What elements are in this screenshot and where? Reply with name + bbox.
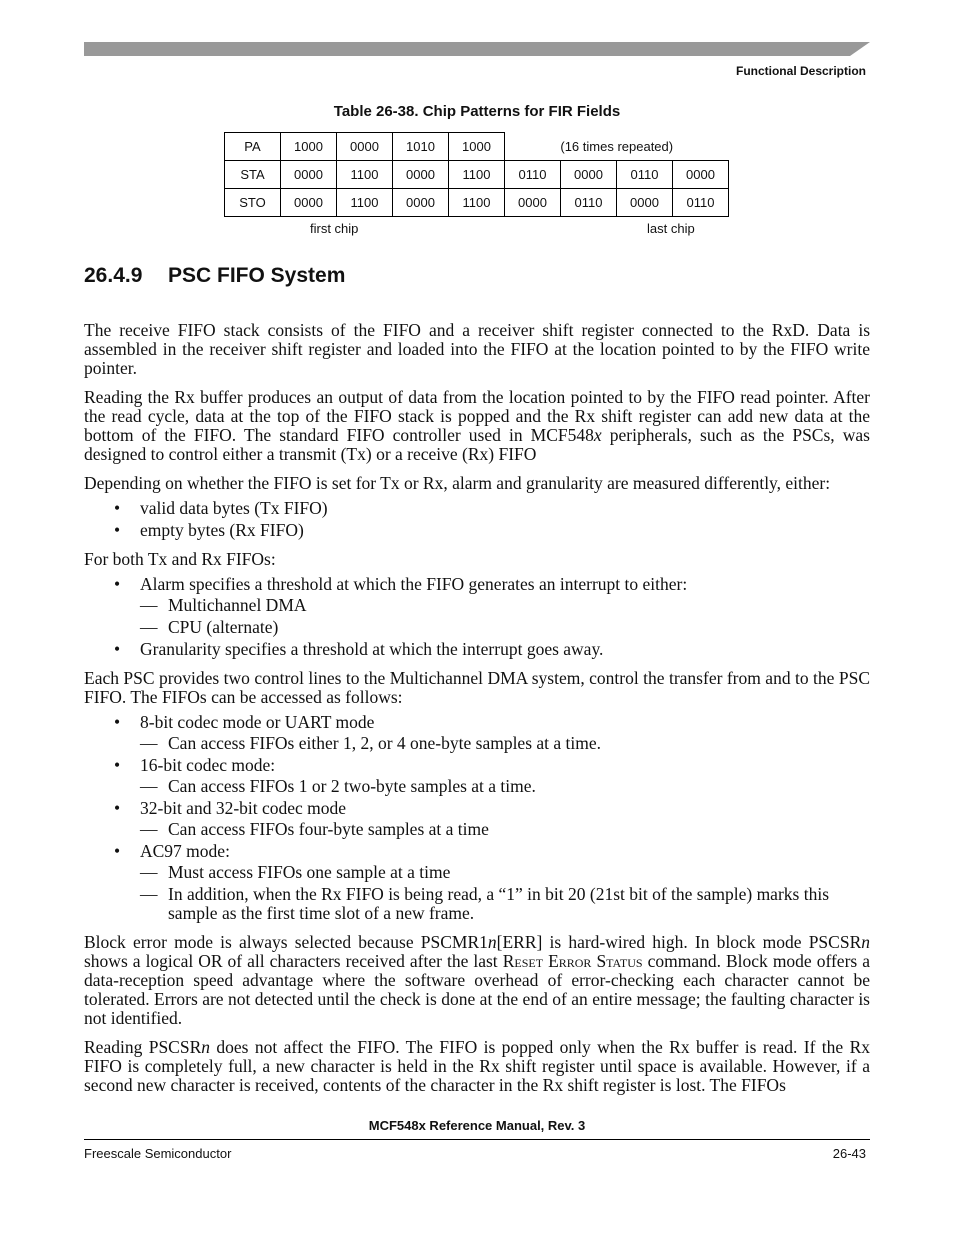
footer-company: Freescale Semiconductor [84, 1146, 232, 1161]
list-item [84, 842, 870, 923]
text-run: Reading the Rx buffer produces an output of data from the location pointed to by the FIFO read pointer. After the read cycle, data at the top of the FIFO stack is popped and the Rx shift register can add new data at the bottom of the FIFO. The standard FIFO controller used in MCF548 [84, 387, 870, 445]
list-item: • valid data bytes (Tx FIFO) [84, 499, 870, 518]
last-chip-label: last chip [647, 221, 695, 236]
footer-manual-title: MCF548x Reference Manual, Rev. 3 [368, 1118, 586, 1133]
list-item-text: 8-bit codec mode or UART mode [140, 712, 375, 732]
paragraph: For both Tx and Rx FIFOs: [84, 549, 276, 569]
table-cell: 1100 [337, 161, 393, 189]
footer-page-number: 26-43 [832, 1146, 866, 1161]
row-label: STO [225, 189, 281, 217]
table-cell: 1010 [393, 133, 449, 161]
fir-chip-pattern-table [224, 132, 729, 217]
paragraph [84, 1038, 870, 1095]
list-item [84, 575, 870, 637]
list-item-text: AC97 mode: [140, 841, 230, 861]
list-item: • empty bytes (Rx FIFO) [84, 521, 870, 540]
sub-item: — CPU (alternate) [140, 618, 870, 637]
section-title: PSC FIFO System [168, 264, 346, 287]
command-name: Reset Error Status [502, 951, 643, 971]
italic-run: n [487, 932, 497, 952]
italic-run: n [861, 932, 870, 952]
table-cell: 0000 [673, 161, 729, 189]
paragraph [84, 933, 870, 1028]
table-cell: 0000 [561, 161, 617, 189]
sub-list [140, 863, 870, 923]
body-text [84, 321, 870, 1105]
table-cell: 1100 [449, 189, 505, 217]
section-number: 26.4.9 [84, 264, 143, 287]
repeat-note: (16 times repeated) [560, 138, 674, 154]
sub-list [140, 734, 870, 753]
paragraph: Depending on whether the FIFO is set for Tx or Rx, alarm and granularity are measured differently, either: [84, 473, 831, 493]
table-cell: 0000 [505, 189, 561, 217]
text-run: does not affect the FIFO. The FIFO is popped only when the Rx buffer is read. If the Rx FIFO is completely full, a new character is held in the Rx shift register until space is available. However, if a second new character is received, contents of the character in the Rx shift register is lost. The FIFOs [84, 1037, 870, 1095]
italic-run: n [201, 1037, 211, 1057]
text-run: Block error mode is always selected because PSCMR1 [84, 932, 488, 952]
sub-item: — In addition, when the Rx FIFO is being read, a “1” in bit 20 (21st bit of the sample) marks this sample as the first time slot of a new frame. [140, 885, 870, 923]
bullet-list [84, 713, 870, 923]
sub-list [140, 596, 870, 637]
paragraph: Each PSC provides two control lines to the Multichannel DMA system, control the transfer from and to the PSC FIFO. The FIFOs can be accessed as follows: [84, 668, 870, 707]
footer-divider [84, 1139, 870, 1140]
paragraph [84, 388, 870, 464]
table-cell: 1000 [449, 133, 505, 161]
table-row-pa [225, 133, 729, 161]
sub-item: — Can access FIFOs 1 or 2 two-byte samples at a time. [140, 777, 870, 796]
table-cell: 0000 [281, 189, 337, 217]
sub-item: — Can access FIFOs either 1, 2, or 4 one-byte samples at a time. [140, 734, 870, 753]
row-label: STA [225, 161, 281, 189]
text-run: peripherals, such as the PSCs, was designed to control either a transmit (Tx) or a receive (Rx) FIFO [84, 425, 870, 464]
list-item: • Granularity specifies a threshold at which the interrupt goes away. [84, 640, 870, 659]
table-cell: 0110 [673, 189, 729, 217]
list-item [84, 799, 870, 839]
bullet-list [84, 499, 870, 540]
first-chip-label: first chip [310, 221, 359, 236]
row-label: PA [225, 133, 281, 161]
table-row-sta [225, 161, 729, 189]
table-cell: 1100 [337, 189, 393, 217]
section-heading [84, 264, 345, 288]
sub-list [140, 777, 870, 796]
paragraph: The receive FIFO stack consists of the FIFO and a receiver shift register connected to the RxD. Data is assembled in the receiver shift register and loaded into the FIFO at the location pointed to by the FIFO write pointer. [84, 320, 870, 378]
text-run: command. Block mode offers a data-reception speed advantage where the software overhead of error-checking each character cannot be tolerated. Errors are not detected until the check is done at the end of an entire message; the faulting character is not identified. [84, 951, 871, 1028]
table-cell: 0000 [617, 189, 673, 217]
table-caption: Table 26-38. Chip Patterns for FIR Fields [333, 103, 621, 120]
list-item [84, 713, 870, 753]
text-run: shows a logical OR of all characters received after the last [84, 951, 503, 971]
sub-item: — Must access FIFOs one sample at a time [140, 863, 870, 882]
list-item [84, 756, 870, 796]
table-row-sto [225, 189, 729, 217]
table-cell: 1000 [281, 133, 337, 161]
table-cell: 0000 [393, 189, 449, 217]
table-cell: 1100 [449, 161, 505, 189]
sub-item: — Multichannel DMA [140, 596, 870, 615]
table-cell: 0000 [393, 161, 449, 189]
list-item-text: Alarm specifies a threshold at which the FIFO generates an interrupt to either: [140, 574, 688, 594]
italic-run: x [593, 425, 602, 445]
header-decorative-bar [84, 42, 870, 56]
table-cell: 0110 [617, 161, 673, 189]
text-run: [ERR] is hard-wired high. In block mode PSCSR [496, 932, 862, 952]
table-cell: 0110 [505, 161, 561, 189]
table-cell: 0000 [281, 161, 337, 189]
list-item-text: 16-bit codec mode: [140, 755, 276, 775]
text-run: Reading PSCSR [84, 1037, 202, 1057]
running-header: Functional Description [735, 64, 866, 78]
sub-list [140, 820, 870, 839]
list-item-text: 32-bit and 32-bit codec mode [140, 798, 347, 818]
bullet-list [84, 575, 870, 659]
sub-item: — Can access FIFOs four-byte samples at a time [140, 820, 870, 839]
table-cell: 0000 [337, 133, 393, 161]
table-cell: 0110 [561, 189, 617, 217]
